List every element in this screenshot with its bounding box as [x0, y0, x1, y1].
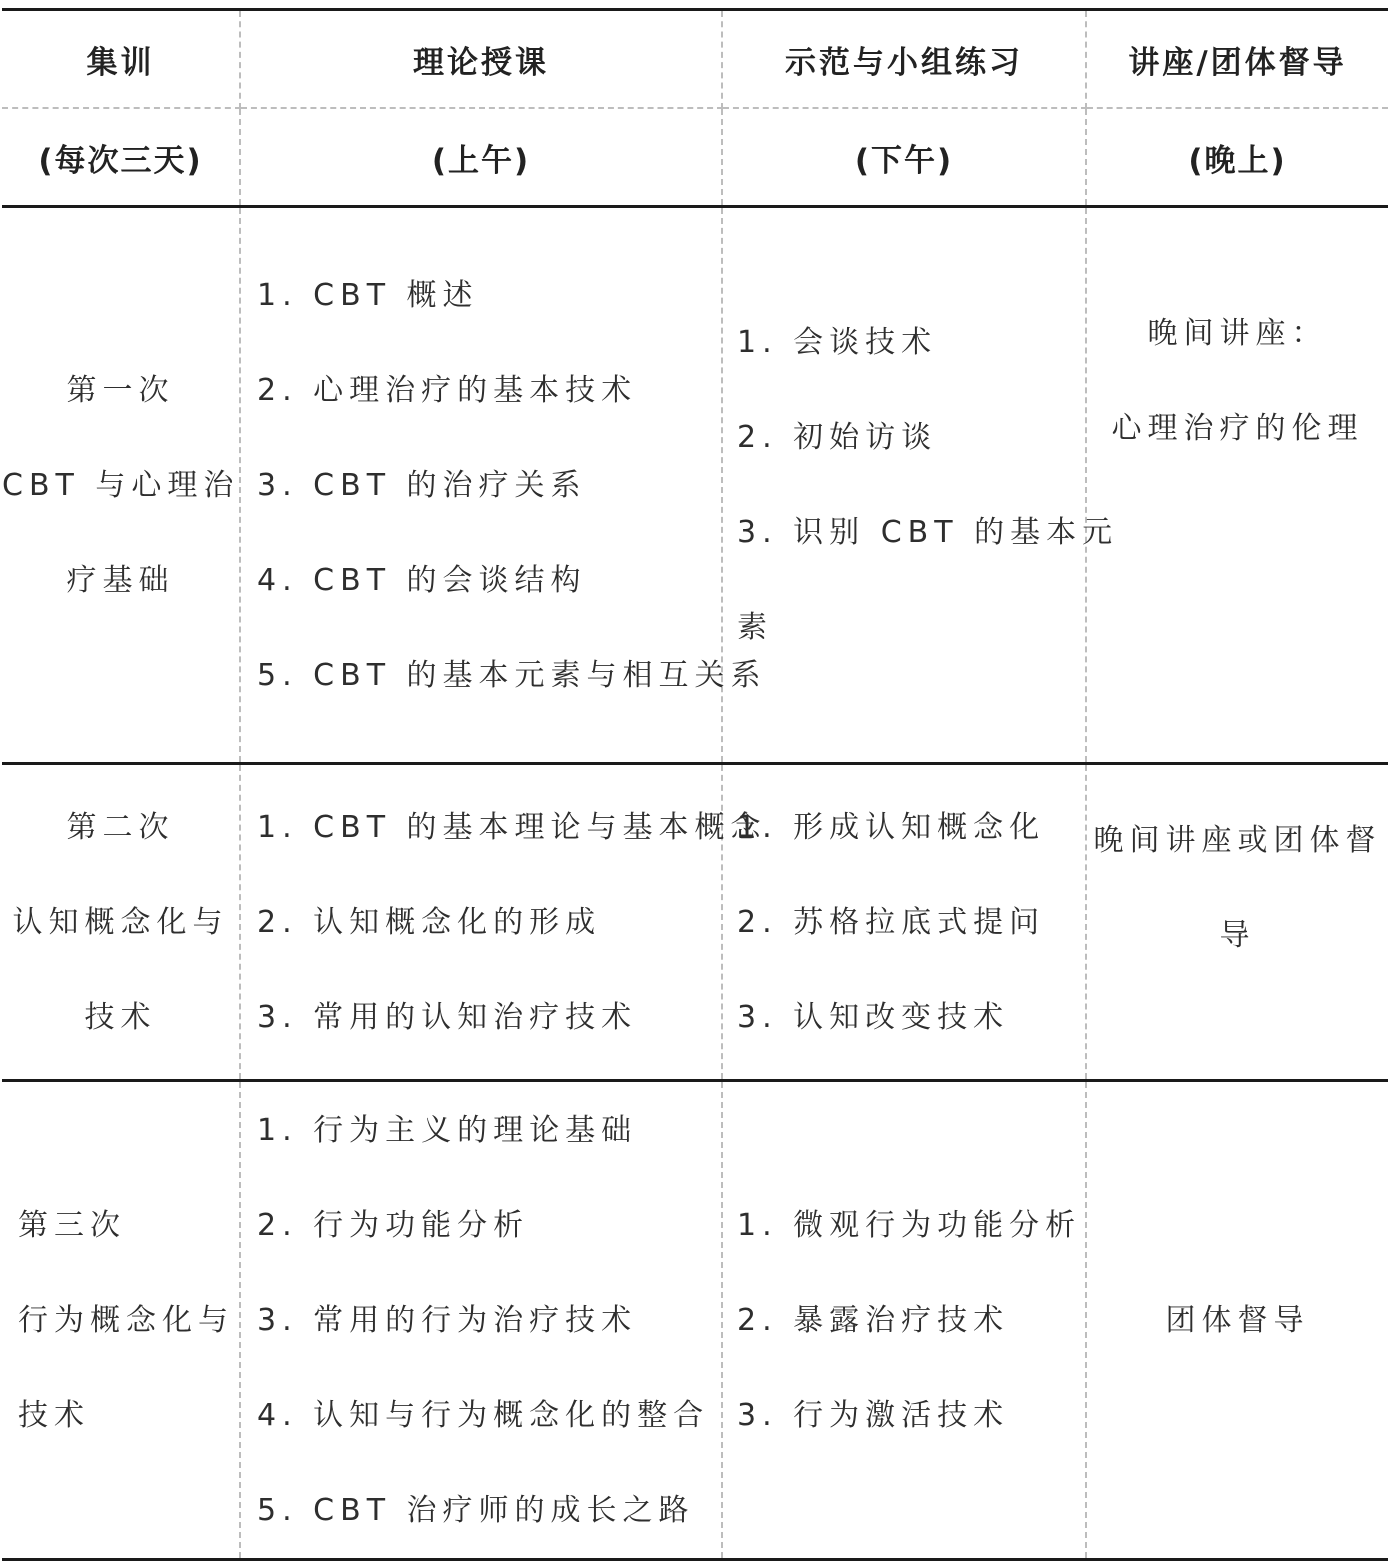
session-line: 第一次 [66, 372, 175, 408]
theory-cell [240, 764, 767, 1081]
session-cell [2, 764, 240, 1081]
practice-item: 1. 形成认知概念化 [737, 809, 1046, 845]
table-row [2, 207, 1388, 764]
theory-item: 2. 行为功能分析 [257, 1207, 530, 1243]
header-practice-time: (下午) [722, 108, 1086, 207]
evening-line: 晚间讲座： [1147, 316, 1328, 351]
practice-item: 3. 认知改变技术 [737, 999, 1010, 1035]
theory-item: 5. CBT 治疗师的成长之路 [257, 1492, 695, 1528]
evening-line: 心理治疗的伦理 [1111, 411, 1364, 446]
practice-item: 2. 暴露治疗技术 [737, 1302, 1010, 1338]
theory-item: 1. CBT 概述 [257, 277, 479, 313]
header-session-duration: (每次三天) [2, 108, 240, 207]
header-session: 集训 [2, 10, 240, 109]
theory-cell [240, 1081, 722, 1560]
practice-item: 2. 苏格拉底式提问 [737, 904, 1046, 940]
practice-item: 素 [737, 610, 773, 645]
evening-line: 团体督导 [1165, 1302, 1310, 1338]
session-cell [2, 1081, 240, 1560]
header-evening: 讲座/团体督导 [1086, 10, 1388, 109]
evening-line: 导 [1219, 918, 1256, 953]
practice-item: 3. 行为激活技术 [737, 1397, 1010, 1433]
practice-item: 1. 会谈技术 [737, 325, 938, 360]
session-line: CBT 与心理治 [2, 467, 240, 503]
session-line: 行为概念化与 [18, 1302, 234, 1338]
session-line: 疗基础 [66, 562, 175, 598]
practice-item: 3. 识别 CBT 的基本元 [737, 515, 1119, 550]
session-line: 技术 [84, 999, 157, 1035]
session-line: 技术 [18, 1397, 90, 1433]
header-practice: 示范与小组练习 [722, 10, 1086, 109]
evening-cell [1086, 764, 1388, 1081]
theory-item: 4. 认知与行为概念化的整合 [257, 1397, 710, 1433]
theory-item: 2. 心理治疗的基本技术 [257, 372, 638, 408]
practice-cell [722, 764, 1086, 1081]
session-cell [2, 207, 240, 764]
evening-cell [1086, 207, 1388, 764]
table-row [2, 1081, 1388, 1560]
header-row-titles [2, 10, 1388, 109]
session-line: 第二次 [66, 809, 175, 845]
practice-cell [722, 207, 1119, 764]
theory-item: 5. CBT 的基本元素与相互关系 [257, 657, 767, 693]
practice-item: 1. 微观行为功能分析 [737, 1207, 1082, 1243]
practice-item: 2. 初始访谈 [737, 420, 938, 455]
practice-cell [722, 1081, 1086, 1560]
theory-item: 3. 常用的行为治疗技术 [257, 1302, 638, 1338]
theory-cell [240, 207, 767, 764]
evening-cell [1086, 1081, 1388, 1560]
training-schedule-table [2, 8, 1388, 1561]
header-evening-time: (晚上) [1086, 108, 1388, 207]
header-theory-time: (上午) [240, 108, 722, 207]
theory-item: 4. CBT 的会谈结构 [257, 562, 587, 598]
theory-item: 3. CBT 的治疗关系 [257, 467, 587, 503]
session-line: 认知概念化与 [12, 904, 229, 940]
theory-item: 1. CBT 的基本理论与基本概念 [257, 809, 767, 845]
session-line: 第三次 [18, 1207, 126, 1243]
theory-item: 2. 认知概念化的形成 [257, 904, 602, 940]
theory-item: 3. 常用的认知治疗技术 [257, 999, 638, 1035]
header-theory: 理论授课 [240, 10, 722, 109]
table-row [2, 764, 1388, 1081]
evening-line: 晚间讲座或团体督 [1093, 823, 1382, 858]
theory-item: 1. 行为主义的理论基础 [257, 1112, 638, 1148]
header-row-times [2, 108, 1388, 207]
